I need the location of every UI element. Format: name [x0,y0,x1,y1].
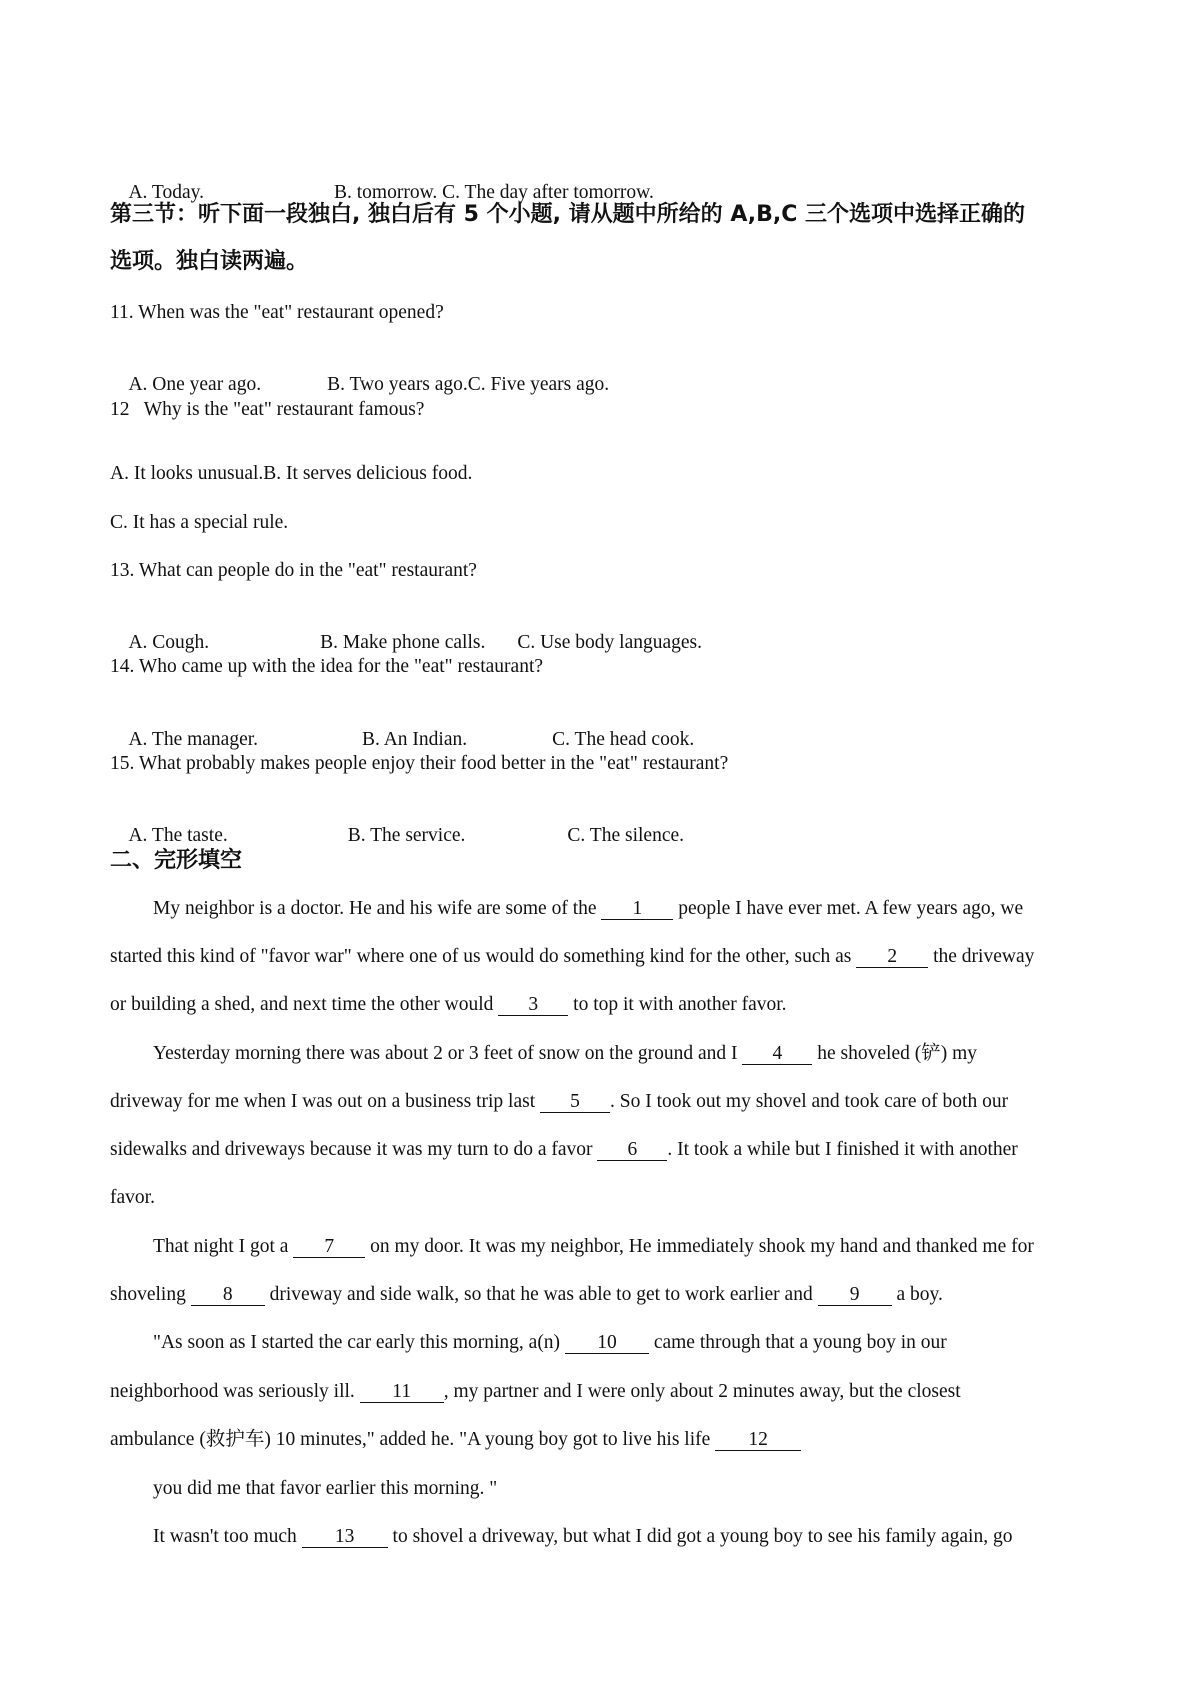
option-a: A. One year ago. [128,374,262,395]
blank-1[interactable]: 1 [601,899,673,920]
blank-9[interactable]: 9 [818,1285,892,1306]
cloze-heading: 二、完形填空 [110,848,243,873]
cloze-p1-line3: or building a shed, and next time the other would 3 to top it with another favor. [110,994,787,1015]
blank-5[interactable]: 5 [540,1092,610,1113]
option-c: C. Use body languages. [517,632,703,653]
question-15: 15. What probably makes people enjoy their food better in the "eat" restaurant? [110,753,729,774]
option-a: A. Cough. [128,632,210,653]
cloze-p2-line4: favor. [110,1187,155,1208]
blank-6[interactable]: 6 [597,1140,667,1161]
blank-2[interactable]: 2 [856,947,928,968]
question-12: 12 Why is the "eat" restaurant famous? [110,399,425,420]
blank-8[interactable]: 8 [191,1285,265,1306]
blank-11[interactable]: 11 [360,1382,444,1403]
option-a: A. The taste. [128,825,228,846]
blank-4[interactable]: 4 [742,1044,812,1065]
option-c: C. The silence. [567,825,685,846]
blank-7[interactable]: 7 [293,1237,365,1258]
cloze-p4-line2: neighborhood was seriously ill. 11 , my partner and I were only about 2 minutes away, but the closest [110,1381,961,1402]
cloze-p1-line2: started this kind of "favor war" where one of us would do something kind for the other, such as 2 the driveway [110,946,1035,967]
option-bc: B. Two years ago.C. Five years ago. [327,374,610,395]
cloze-p5-line1: It wasn't too much 13 to shovel a driveway, but what I did got a young boy to see his family again, go [153,1526,1013,1547]
question-12-options-ab: A. It looks unusual.B. It serves delicious food. [110,463,473,484]
question-11: 11. When was the "eat" restaurant opened? [110,302,444,323]
question-14: 14. Who came up with the idea for the "eat" restaurant? [110,656,544,677]
cloze-p2-line2: driveway for me when I was out on a business trip last 5 . So I took out my shovel and took care of both our [110,1091,1009,1112]
cloze-p2-line1: Yesterday morning there was about 2 or 3 feet of snow on the ground and I 4 he shoveled (铲) my [153,1043,978,1064]
option-b: B. tomorrow. C. The day after tomorrow. [333,182,654,203]
option-c: C. The head cook. [552,729,695,750]
blank-12[interactable]: 12 [715,1430,801,1451]
question-13: 13. What can people do in the "eat" restaurant? [110,560,477,581]
cloze-p4-line1: "As soon as I started the car early this morning, a(n) 10 came through that a young boy in our [153,1332,947,1353]
blank-10[interactable]: 10 [565,1333,649,1354]
option-b: B. The service. [347,825,466,846]
option-b: B. Make phone calls. [320,632,486,653]
cloze-p4-line4: you did me that favor earlier this morning. " [153,1478,498,1499]
option-a: A. Today. [128,182,204,203]
cloze-p1-line1: My neighbor is a doctor. He and his wife are some of the 1 people I have ever met. A few years ago, we [153,898,1024,919]
blank-13[interactable]: 13 [302,1527,388,1548]
cloze-p4-line3: ambulance (救护车) 10 minutes," added he. "A young boy got to live his life 12 [110,1428,801,1452]
option-b: B. An Indian. [362,729,468,750]
section3-instruction-line1: 第三节：听下面一段独白, 独白后有 5 个小题, 请从题中所给的 A,B,C 三个选项中选择正确的 [110,202,1026,227]
cloze-p3-line2: shoveling 8 driveway and side walk, so that he was able to get to work earlier and 9 a boy. [110,1284,943,1305]
cloze-p2-line3: sidewalks and driveways because it was my turn to do a favor 6 . It took a while but I finished it with another [110,1139,1018,1160]
option-a: A. The manager. [128,729,259,750]
blank-3[interactable]: 3 [498,995,568,1016]
cloze-p3-line1: That night I got a 7 on my door. It was my neighbor, He immediately shook my hand and thanked me for [153,1236,1034,1257]
section3-instruction-line2: 选项。独白读两遍。 [110,249,309,274]
question-12-option-c: C. It has a special rule. [110,512,289,533]
